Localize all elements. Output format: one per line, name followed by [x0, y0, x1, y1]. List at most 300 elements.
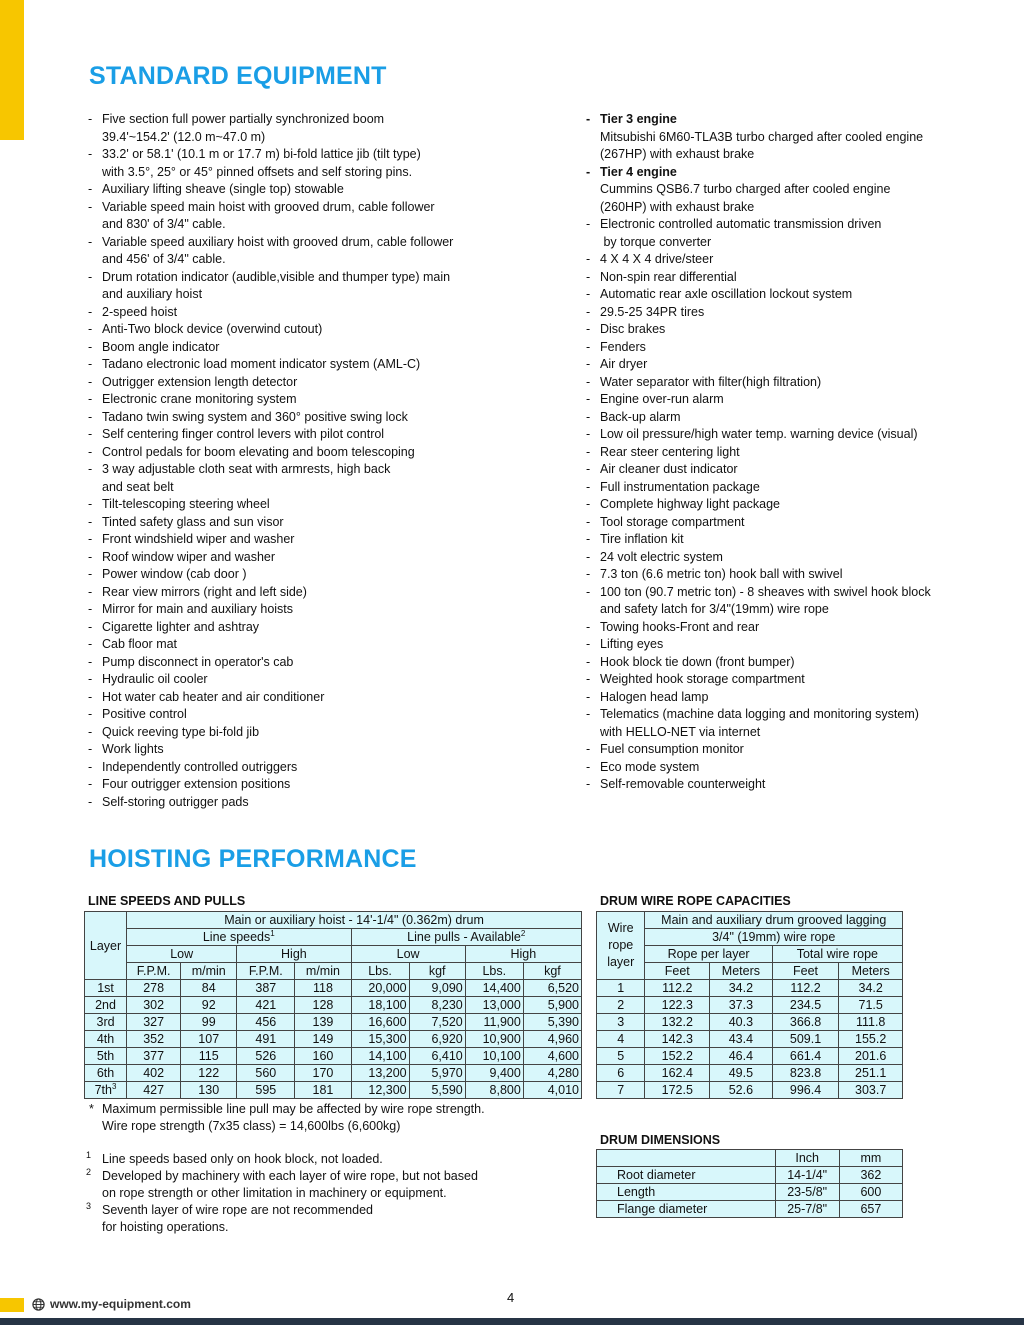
equipment-item-text: Telematics (machine data logging and monitoring system): [600, 707, 919, 721]
footer-dark-bar: [0, 1318, 1024, 1325]
list-dash: -: [586, 619, 591, 634]
equipment-item-text: Tinted safety glass and sun visor: [102, 514, 284, 529]
table-row: [597, 1167, 903, 1184]
table-row: [85, 1065, 582, 1082]
unit-header: kgf: [409, 963, 465, 980]
value-cell: 352: [127, 1031, 181, 1048]
equipment-item: [586, 566, 1006, 584]
dimension-value: 657: [839, 1201, 902, 1218]
equipment-item-text: Cab floor mat: [102, 637, 178, 651]
equipment-item-text: 3 way adjustable cloth seat with armrests, high back: [102, 462, 391, 476]
equipment-item-text: and auxiliary hoist: [102, 287, 203, 301]
layer-cell: 1: [597, 980, 645, 997]
list-dash: -: [586, 339, 591, 354]
value-cell: 327: [127, 1014, 181, 1031]
equipment-item-text: Complete highway light package: [600, 497, 780, 511]
value-cell: 99: [181, 1014, 237, 1031]
value-cell: 14,400: [465, 980, 523, 997]
equipment-item-text: Control pedals for boom elevating and boom telescoping: [102, 444, 415, 459]
equipment-item: [586, 706, 1006, 724]
equipment-item-text: Cummins QSB6.7 turbo charged after cooled engine: [600, 182, 891, 196]
equipment-item: [586, 269, 1006, 287]
value-cell: 595: [237, 1082, 295, 1099]
dims-mm-header: mm: [839, 1150, 902, 1167]
list-dash: -: [88, 304, 93, 319]
equipment-item-text: Weighted hook storage compartment: [600, 672, 805, 686]
list-dash: -: [88, 269, 93, 284]
globe-icon: [32, 1298, 45, 1311]
list-dash: -: [586, 322, 591, 336]
equipment-item-text: Tadano electronic load moment indicator system (AML-C): [102, 357, 421, 371]
total-wire-rope-header: Total wire rope: [772, 946, 902, 963]
table-row: [597, 1014, 903, 1031]
value-cell: 4,280: [523, 1065, 581, 1082]
equipment-item-text: Outrigger extension length detector: [102, 374, 298, 389]
table-row: [597, 1048, 903, 1065]
equipment-item-text: Water separator with filter(high filtration): [600, 374, 822, 389]
grooved-lagging-header: Main and auxiliary drum grooved lagging: [645, 912, 903, 929]
equipment-item-text: Electronic crane monitoring system: [102, 392, 297, 406]
equipment-item-text: 7.3 ton (6.6 metric ton) hook ball with swivel: [600, 567, 843, 581]
value-cell: 84: [181, 980, 237, 997]
value-cell: 162.4: [645, 1065, 710, 1082]
equipment-item-text: 39.4'~154.2' (12.0 m~47.0 m): [102, 129, 266, 144]
value-cell: 6,520: [523, 980, 581, 997]
dimension-name: Length: [597, 1184, 776, 1201]
table-row: [85, 1014, 582, 1031]
equipment-item-text: Eco mode system: [600, 759, 700, 774]
list-dash: -: [88, 707, 93, 721]
equipment-item-text: Tire inflation kit: [600, 532, 684, 546]
value-cell: 181: [295, 1082, 351, 1099]
pull-high-header: High: [465, 946, 581, 963]
layer-cell: [85, 980, 127, 997]
value-cell: 111.8: [839, 1014, 903, 1031]
value-cell: 13,000: [465, 997, 523, 1014]
value-cell: 15,300: [351, 1031, 409, 1048]
equipment-item: [88, 181, 568, 199]
rope-per-layer-header: Rope per layer: [645, 946, 772, 963]
equipment-item: [586, 461, 1006, 479]
table-row: [597, 980, 903, 997]
list-dash: -: [586, 497, 591, 511]
equipment-item: [586, 111, 1006, 129]
equipment-item-text: Air cleaner dust indicator: [600, 462, 738, 476]
equipment-item-text: Anti-Two block device (overwind cutout): [102, 322, 323, 336]
equipment-item: [88, 304, 568, 322]
equipment-item: [88, 724, 568, 742]
value-cell: 4,960: [523, 1031, 581, 1048]
equipment-item-continued: [88, 216, 568, 234]
equipment-item-text: Back-up alarm: [600, 409, 681, 424]
drum-rope-table: [596, 911, 903, 1099]
equipment-item-text: Towing hooks-Front and rear: [600, 619, 760, 634]
equipment-item: [586, 531, 1006, 549]
equipment-item: [88, 584, 568, 602]
list-dash: -: [586, 217, 591, 231]
units-row: [85, 963, 582, 980]
equipment-item-text: 24 volt electric system: [600, 549, 723, 564]
value-cell: 278: [127, 980, 181, 997]
list-dash: -: [586, 777, 591, 791]
value-cell: 149: [295, 1031, 351, 1048]
list-dash: -: [88, 532, 93, 546]
value-cell: 34.2: [710, 980, 773, 997]
table-row: [85, 1082, 582, 1099]
equipment-item: [88, 356, 568, 374]
list-dash: -: [88, 462, 93, 476]
list-dash: -: [586, 689, 591, 704]
equipment-item: [586, 549, 1006, 567]
layer-label: 3rd: [96, 1015, 115, 1029]
equipment-item-text: (267HP) with exhaust brake: [600, 147, 755, 161]
standard-equipment-heading: STANDARD EQUIPMENT: [89, 62, 387, 90]
value-cell: 996.4: [772, 1082, 839, 1099]
table-row: [85, 997, 582, 1014]
equipment-item-continued: [586, 601, 1006, 619]
equipment-item: [88, 496, 568, 514]
equipment-item-text: Pump disconnect in operator's cab: [102, 654, 294, 669]
footnote-2: 2 Developed by machinery with each layer of wire rope, but not based: [86, 1167, 478, 1183]
equipment-item: [88, 339, 568, 357]
list-dash: -: [88, 392, 93, 406]
list-dash: -: [88, 654, 93, 669]
footnote-3: 3 Seventh layer of wire rope are not recommended: [86, 1201, 373, 1217]
equipment-item: [586, 636, 1006, 654]
equipment-item: [88, 269, 568, 287]
layer-cell: 3: [597, 1014, 645, 1031]
list-dash: -: [586, 514, 591, 529]
list-dash: -: [586, 742, 591, 756]
value-cell: 5,900: [523, 997, 581, 1014]
equipment-item-text: Fuel consumption monitor: [600, 742, 744, 756]
value-cell: 5,390: [523, 1014, 581, 1031]
equipment-item: [586, 321, 1006, 339]
value-cell: 122.3: [645, 997, 710, 1014]
note-max-line-pull: Maximum permissible line pull may be affected by wire rope strength.: [102, 1102, 485, 1116]
equipment-item: [88, 706, 568, 724]
line-speeds-header: Line speeds$^1$: [127, 929, 351, 946]
value-cell: 128: [295, 997, 351, 1014]
equipment-item-text: Variable speed auxiliary hoist with grooved drum, cable follower: [102, 234, 454, 249]
dimension-value: 600: [839, 1184, 902, 1201]
footer-yellow-accent: [0, 1298, 24, 1312]
layer-cell: [85, 997, 127, 1014]
equipment-item: [586, 741, 1006, 759]
equipment-item-text: Rear steer centering light: [600, 444, 740, 459]
hoisting-performance-heading: HOISTING PERFORMANCE: [89, 845, 417, 873]
note-wire-rope-strength: Wire rope strength (7x35 class) = 14,600lbs (6,600kg): [102, 1119, 401, 1133]
equipment-item: [88, 601, 568, 619]
equipment-item-text: with HELLO-NET via internet: [600, 724, 761, 739]
list-dash: -: [586, 304, 591, 319]
equipment-item-text: Tier 4 engine: [600, 164, 677, 179]
equipment-item: [88, 146, 568, 164]
table-row: [597, 1065, 903, 1082]
layer-cell: [85, 1065, 127, 1082]
equipment-item: [88, 759, 568, 777]
equipment-item-text: 2-speed hoist: [102, 304, 178, 319]
value-cell: 8,800: [465, 1082, 523, 1099]
value-cell: 16,600: [351, 1014, 409, 1031]
value-cell: 491: [237, 1031, 295, 1048]
layer-label: 5th: [96, 1049, 115, 1063]
value-cell: 10,900: [465, 1031, 523, 1048]
equipment-item-text: Engine over-run alarm: [600, 392, 724, 406]
layer-cell: [85, 1048, 127, 1065]
equipment-item-text: Tool storage compartment: [600, 514, 745, 529]
equipment-item-text: Low oil pressure/high water temp. warning device (visual): [600, 427, 918, 441]
equipment-item-text: Rear view mirrors (right and left side): [102, 584, 307, 599]
layer-header: Layer: [85, 912, 127, 980]
list-dash: -: [88, 619, 93, 634]
equipment-item: [586, 776, 1006, 794]
value-cell: 5,590: [409, 1082, 465, 1099]
line-speeds-table: [84, 911, 582, 1099]
dimension-value: 23-5/8": [775, 1184, 839, 1201]
note-star: *: [89, 1102, 94, 1116]
drum-rope-title: DRUM WIRE ROPE CAPACITIES: [600, 894, 791, 908]
equipment-item-text: Roof window wiper and washer: [102, 549, 276, 564]
value-cell: 303.7: [839, 1082, 903, 1099]
unit-header: Meters: [710, 963, 773, 980]
equipment-item-text: Tier 3 engine: [600, 112, 677, 126]
equipment-item-continued: [586, 199, 1006, 217]
equipment-item-text: Independently controlled outriggers: [102, 759, 298, 774]
value-cell: 201.6: [839, 1048, 903, 1065]
equipment-item: [88, 549, 568, 567]
equipment-item-text: Five section full power partially synchronized boom: [102, 112, 385, 126]
equipment-item-text: Power window (cab door ): [102, 567, 247, 581]
website-url[interactable]: www.my-equipment.com: [50, 1297, 191, 1311]
equipment-item-text: Lifting eyes: [600, 637, 664, 651]
value-cell: 6,410: [409, 1048, 465, 1065]
equipment-item: [586, 479, 1006, 497]
value-cell: 71.5: [839, 997, 903, 1014]
value-cell: 526: [237, 1048, 295, 1065]
equipment-item: [88, 461, 568, 479]
equipment-item-text: Work lights: [102, 742, 164, 756]
equipment-item-text: Four outrigger extension positions: [102, 777, 291, 791]
list-dash: -: [88, 444, 93, 459]
value-cell: 107: [181, 1031, 237, 1048]
speed-high-header: High: [237, 946, 351, 963]
equipment-item-continued: [88, 479, 568, 497]
equipment-item-text: and seat belt: [102, 479, 174, 494]
value-cell: 92: [181, 997, 237, 1014]
value-cell: 118: [295, 980, 351, 997]
dimension-value: 362: [839, 1167, 902, 1184]
value-cell: 6,920: [409, 1031, 465, 1048]
value-cell: 160: [295, 1048, 351, 1065]
equipment-item-text: Positive control: [102, 707, 187, 721]
equipment-item: [88, 671, 568, 689]
equipment-item: [586, 216, 1006, 234]
list-dash: -: [586, 164, 591, 179]
value-cell: 4,600: [523, 1048, 581, 1065]
value-cell: 823.8: [772, 1065, 839, 1082]
list-dash: -: [586, 357, 591, 371]
equipment-item: [586, 339, 1006, 357]
equipment-item: [88, 741, 568, 759]
value-cell: 112.2: [645, 980, 710, 997]
website-link[interactable]: [32, 1297, 191, 1311]
table-row: [85, 1048, 582, 1065]
equipment-item-text: Self-removable counterweight: [600, 777, 766, 791]
value-cell: 172.5: [645, 1082, 710, 1099]
unit-header: Lbs.: [465, 963, 523, 980]
list-dash: -: [88, 514, 93, 529]
table-row: [597, 1082, 903, 1099]
layer-label: 1st: [97, 981, 114, 995]
equipment-item: [586, 671, 1006, 689]
rope-size-header: 3/4" (19mm) wire rope: [645, 929, 903, 946]
equipment-item-continued: [586, 234, 1006, 252]
equipment-item-text: Quick reeving type bi-fold jib: [102, 724, 260, 739]
layer-cell: [85, 1031, 127, 1048]
list-dash: -: [586, 549, 591, 564]
list-dash: -: [586, 269, 591, 284]
list-dash: -: [586, 654, 591, 669]
equipment-item-text: Air dryer: [600, 357, 648, 371]
equipment-item-text: Self-storing outrigger pads: [102, 794, 249, 809]
value-cell: 234.5: [772, 997, 839, 1014]
layer-cell: 4: [597, 1031, 645, 1048]
table-row: [85, 980, 582, 997]
equipment-item-text: Hot water cab heater and air conditioner: [102, 689, 325, 704]
layer-cell: [85, 1082, 127, 1099]
wire-rope-layer-header: Wire rope layer: [597, 912, 645, 980]
yellow-corner-accent: [0, 0, 24, 140]
equipment-item-text: Disc brakes: [600, 322, 666, 336]
equipment-item-text: Boom angle indicator: [102, 339, 220, 354]
equipment-item: [88, 444, 568, 462]
equipment-item-text: Variable speed main hoist with grooved drum, cable follower: [102, 199, 435, 214]
value-cell: 40.3: [710, 1014, 773, 1031]
equipment-item-text: 4 X 4 X 4 drive/steer: [600, 252, 714, 266]
table-row: [597, 997, 903, 1014]
table-row: [597, 1201, 903, 1218]
unit-header: Feet: [645, 963, 710, 980]
list-dash: -: [586, 479, 591, 494]
value-cell: 46.4: [710, 1048, 773, 1065]
equipment-item: [88, 391, 568, 409]
equipment-item: [88, 199, 568, 217]
equipment-item: [586, 514, 1006, 532]
layer-footnote-mark: 3: [112, 1081, 117, 1091]
list-dash: -: [88, 549, 93, 564]
equipment-item-text: and safety latch for 3/4"(19mm) wire rope: [600, 602, 829, 616]
layer-label: 7th: [94, 1083, 112, 1097]
equipment-item-text: (260HP) with exhaust brake: [600, 199, 755, 214]
list-dash: -: [586, 532, 591, 546]
list-dash: -: [88, 567, 93, 581]
equipment-list-right: [586, 111, 1006, 794]
list-dash: -: [88, 112, 93, 126]
equipment-item: [88, 321, 568, 339]
equipment-item-text: Full instrumentation package: [600, 479, 760, 494]
layer-label: 4th: [96, 1032, 115, 1046]
equipment-item: [88, 531, 568, 549]
equipment-item: [586, 251, 1006, 269]
value-cell: 402: [127, 1065, 181, 1082]
unit-header: Lbs.: [351, 963, 409, 980]
value-cell: 251.1: [839, 1065, 903, 1082]
equipment-item-continued: [88, 164, 568, 182]
drum-dimensions-table: [596, 1149, 903, 1218]
equipment-item-text: and 830' of 3/4" cable.: [102, 217, 226, 231]
equipment-item: [88, 514, 568, 532]
equipment-item-text: Tilt-telescoping steering wheel: [102, 497, 270, 511]
list-dash: -: [88, 374, 93, 389]
equipment-item: [586, 391, 1006, 409]
value-cell: 509.1: [772, 1031, 839, 1048]
value-cell: 14,100: [351, 1048, 409, 1065]
unit-header: F.P.M.: [237, 963, 295, 980]
equipment-item-continued: [88, 251, 568, 269]
equipment-item-text: Automatic rear axle oscillation lockout system: [600, 287, 853, 301]
list-dash: -: [88, 147, 93, 161]
value-cell: 52.6: [710, 1082, 773, 1099]
speed-low-header: Low: [127, 946, 237, 963]
value-cell: 142.3: [645, 1031, 710, 1048]
value-cell: 20,000: [351, 980, 409, 997]
line-pulls-header: Line pulls - Available$^2$: [351, 929, 582, 946]
list-dash: -: [586, 462, 591, 476]
list-dash: -: [88, 584, 93, 599]
unit-header: Meters: [839, 963, 903, 980]
unit-header: m/min: [181, 963, 237, 980]
list-dash: -: [88, 637, 93, 651]
equipment-item: [586, 619, 1006, 637]
list-dash: -: [88, 794, 93, 809]
value-cell: 9,090: [409, 980, 465, 997]
unit-header: m/min: [295, 963, 351, 980]
value-cell: 13,200: [351, 1065, 409, 1082]
list-dash: -: [88, 724, 93, 739]
equipment-item: [586, 374, 1006, 392]
value-cell: 366.8: [772, 1014, 839, 1031]
equipment-item-text: 29.5-25 34PR tires: [600, 304, 705, 319]
equipment-item: [88, 619, 568, 637]
equipment-item-text: with 3.5°, 25° or 45° pinned offsets and self storing pins.: [102, 164, 413, 179]
value-cell: 9,400: [465, 1065, 523, 1082]
unit-header: Feet: [772, 963, 839, 980]
equipment-item-continued: [586, 724, 1006, 742]
list-dash: -: [586, 759, 591, 774]
unit-header: F.P.M.: [127, 963, 181, 980]
equipment-item-text: Hook block tie down (front bumper): [600, 654, 795, 669]
value-cell: 8,230: [409, 997, 465, 1014]
equipment-item: [88, 794, 568, 812]
table-row: [597, 1031, 903, 1048]
equipment-item-text: Mirror for main and auxiliary hoists: [102, 602, 294, 616]
value-cell: 11,900: [465, 1014, 523, 1031]
equipment-item: [88, 426, 568, 444]
equipment-item-text: 33.2' or 58.1' (10.1 m or 17.7 m) bi-fold lattice jib (tilt type): [102, 147, 421, 161]
equipment-item: [88, 654, 568, 672]
equipment-item-text: Auxiliary lifting sheave (single top) stowable: [102, 182, 344, 196]
equipment-item-text: Electronic controlled automatic transmission driven: [600, 217, 882, 231]
list-dash: -: [88, 234, 93, 249]
page-number: 4: [507, 1290, 515, 1305]
equipment-item: [88, 636, 568, 654]
equipment-item-continued: [88, 286, 568, 304]
layer-cell: 2: [597, 997, 645, 1014]
value-cell: 421: [237, 997, 295, 1014]
list-dash: -: [88, 602, 93, 616]
value-cell: 139: [295, 1014, 351, 1031]
